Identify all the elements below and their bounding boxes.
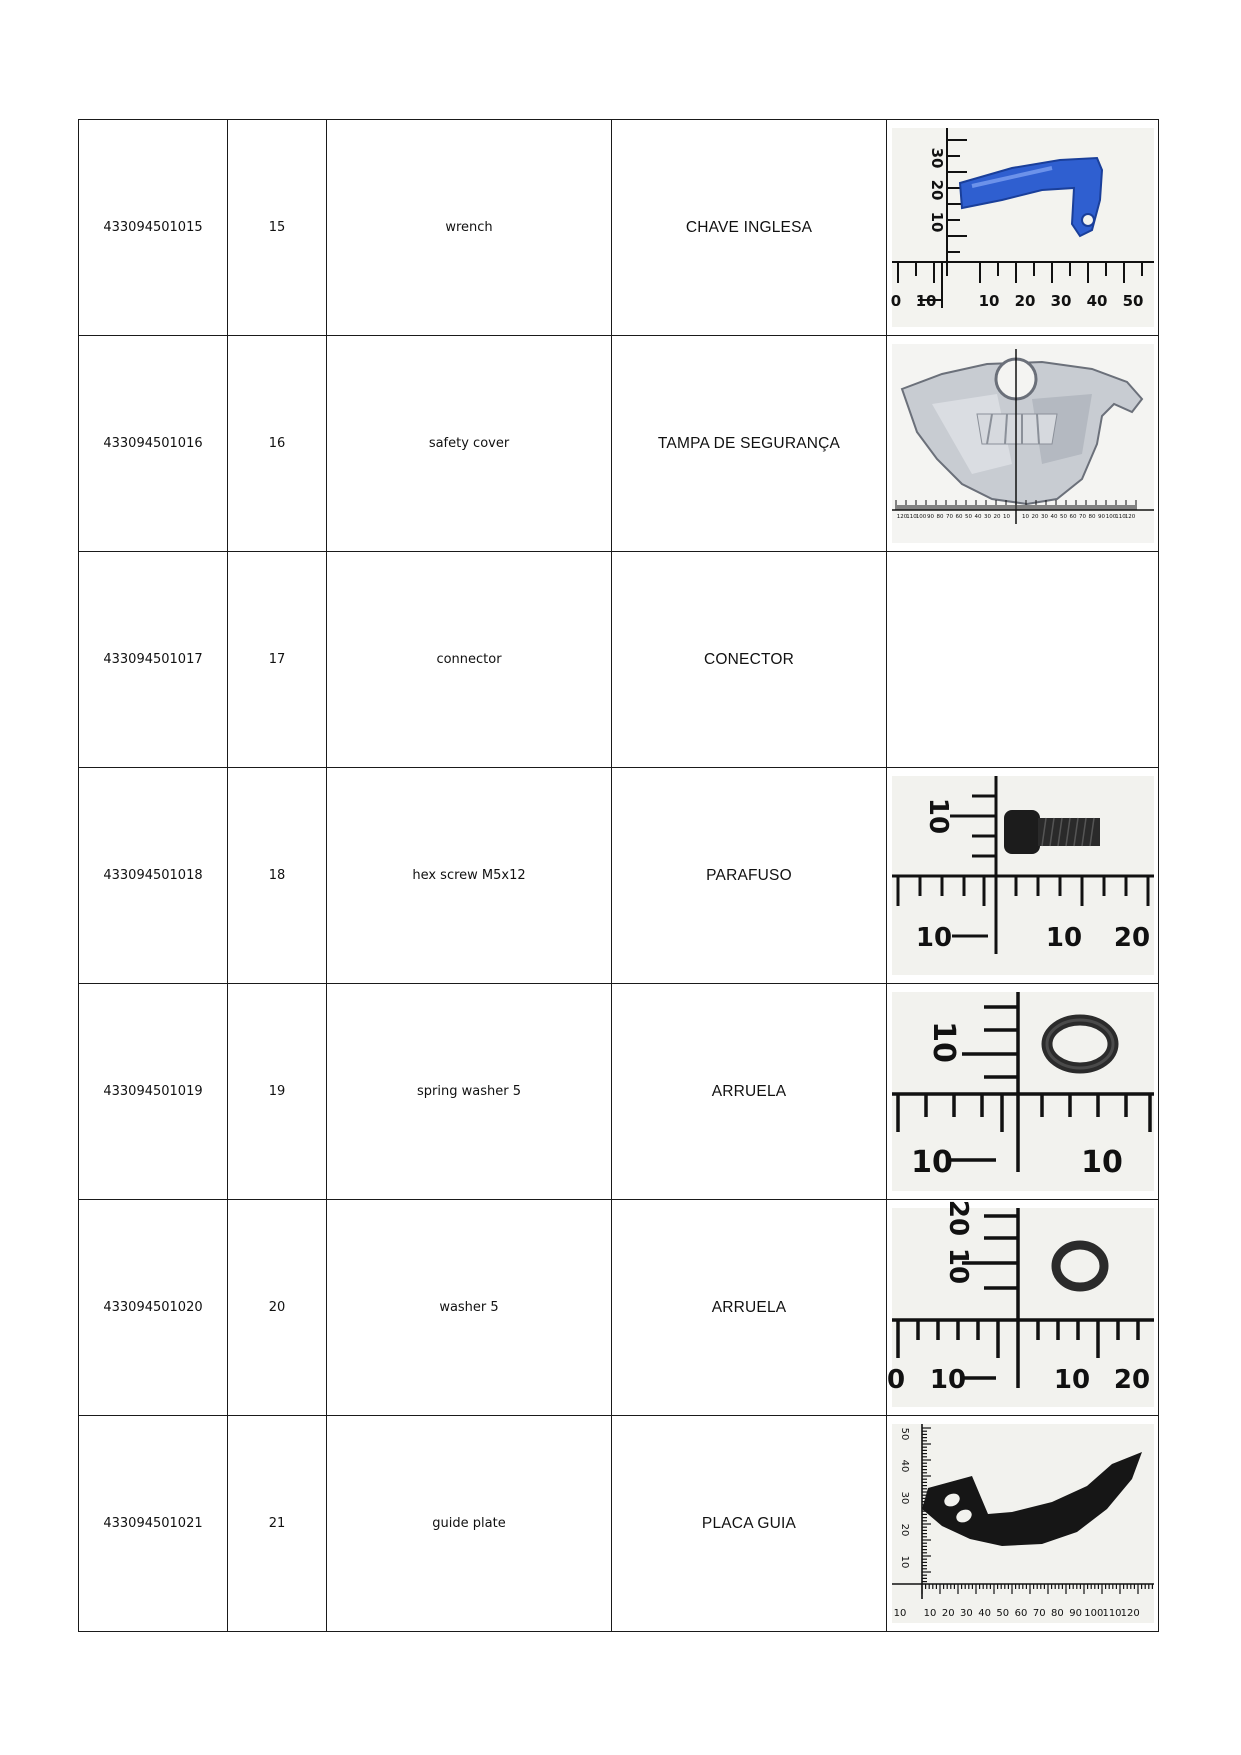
ruler-label: 10 — [923, 1608, 936, 1619]
ruler-label: 90 — [1097, 514, 1105, 520]
description-english: wrench — [327, 120, 612, 336]
description-english: connector — [327, 552, 612, 768]
part-photo-cell — [887, 984, 1159, 1200]
ruler-label: 10 — [915, 292, 936, 310]
part-code: 433094501018 — [79, 768, 228, 984]
ruler-label: 30 — [1050, 292, 1071, 310]
part-photo-cell — [887, 120, 1159, 336]
ruler-label: 30 — [1040, 514, 1048, 520]
ruler-label: 10 — [910, 1145, 953, 1180]
part-code: 433094501021 — [79, 1416, 228, 1632]
ruler-label: 50 — [1122, 292, 1143, 310]
description-english: guide plate — [327, 1416, 612, 1632]
ruler-label: 100 — [1083, 1608, 1103, 1619]
ruler-label: 90 — [1068, 1608, 1082, 1619]
ruler-label: 50 — [964, 514, 972, 520]
part-photo-cell-empty — [887, 552, 1159, 768]
ruler-label: 10 — [942, 1247, 973, 1285]
table-row — [79, 120, 1159, 336]
ruler-label: 120 — [896, 514, 907, 520]
ruler-label: 20 — [1113, 923, 1150, 953]
part-photo-cell — [887, 336, 1159, 552]
ruler-label: 30 — [959, 1608, 973, 1619]
ruler-label: 90 — [926, 514, 934, 520]
description-english: hex screw M5x12 — [327, 768, 612, 984]
part-photo-cell — [887, 1200, 1159, 1416]
ruler-label: 20 — [942, 1199, 973, 1237]
ruler-label: 70 — [945, 514, 953, 520]
position-number: 15 — [228, 120, 327, 336]
ruler-label: 120 — [1120, 1608, 1140, 1619]
part-code: 433094501016 — [79, 336, 228, 552]
ruler-label: 60 — [955, 514, 962, 520]
position-number: 21 — [228, 1416, 327, 1632]
safety-cover-photo — [892, 344, 1154, 543]
ruler-label: 80 — [1088, 514, 1095, 520]
description-portuguese: ARRUELA — [612, 984, 887, 1200]
part-photo-cell — [887, 768, 1159, 984]
ruler-label: 100 — [915, 514, 926, 520]
ruler-label: 10 — [1002, 514, 1010, 520]
ruler-label: 40 — [974, 514, 981, 520]
ruler-label: 50 — [995, 1608, 1009, 1619]
ruler-label: 10 — [1080, 1145, 1123, 1180]
position-number: 18 — [228, 768, 327, 984]
ruler-label: 80 — [1050, 1608, 1064, 1619]
ruler-label: 110 — [905, 514, 917, 520]
description-english: washer 5 — [327, 1200, 612, 1416]
ruler-label: 10 — [922, 797, 953, 835]
ruler-label: 70 — [1078, 514, 1086, 520]
wrench-photo — [892, 128, 1154, 327]
ruler-label: 10 — [1045, 923, 1082, 953]
description-portuguese: CONECTOR — [612, 552, 887, 768]
ruler-label: 30 — [898, 1491, 910, 1505]
ruler-label: 10 — [893, 1608, 906, 1619]
ruler-label: 10 — [927, 211, 946, 233]
ruler-label: 10 — [1021, 514, 1029, 520]
ruler-label: 40 — [898, 1459, 910, 1473]
ruler-label: 20 — [1113, 1365, 1150, 1395]
table-row — [79, 768, 1159, 984]
spring-washer-photo — [892, 992, 1154, 1191]
ruler-label: 20 — [898, 1523, 910, 1537]
ruler-label: 20 — [941, 1608, 955, 1619]
ruler-label: 20 — [1031, 514, 1038, 520]
ruler-label: 40 — [1086, 292, 1107, 310]
table-row — [79, 1416, 1159, 1632]
ruler-label: 50 — [1059, 514, 1067, 520]
position-number: 19 — [228, 984, 327, 1200]
ruler-label: 60 — [1014, 1608, 1027, 1619]
guide-plate-photo — [892, 1424, 1154, 1623]
ruler-label: 20 — [1014, 292, 1035, 310]
description-portuguese: PLACA GUIA — [612, 1416, 887, 1632]
ruler-label: 10 — [925, 1021, 961, 1063]
position-number: 20 — [228, 1200, 327, 1416]
flat-washer-photo — [886, 1199, 1154, 1407]
ruler-label: 70 — [1032, 1608, 1046, 1619]
description-portuguese: TAMPA DE SEGURANÇA — [612, 336, 887, 552]
part-photo-cell — [887, 1416, 1159, 1632]
hex-screw-photo — [892, 776, 1154, 975]
table-row — [79, 984, 1159, 1200]
description-portuguese: PARAFUSO — [612, 768, 887, 984]
ruler-label: 20 — [993, 514, 1000, 520]
position-number: 16 — [228, 336, 327, 552]
ruler-label: 30 — [927, 147, 946, 169]
description-portuguese: ARRUELA — [612, 1200, 887, 1416]
ruler-label: 110 — [1101, 1608, 1122, 1619]
ruler-label: 10 — [929, 1365, 966, 1395]
description-english: safety cover — [327, 336, 612, 552]
ruler-label: 30 — [983, 514, 991, 520]
ruler-label: 60 — [1069, 514, 1076, 520]
position-number: 17 — [228, 552, 327, 768]
ruler-label: 40 — [1050, 514, 1057, 520]
table-row — [79, 336, 1159, 552]
ruler-label: 10 — [1053, 1365, 1090, 1395]
ruler-label: 40 — [977, 1608, 991, 1619]
part-code: 433094501020 — [79, 1200, 228, 1416]
table-row — [79, 1200, 1159, 1416]
part-code: 433094501015 — [79, 120, 228, 336]
ruler-label: 0 — [886, 1365, 905, 1395]
ruler-label: 10 — [915, 923, 952, 953]
ruler-label: 0 — [890, 292, 901, 310]
part-code: 433094501017 — [79, 552, 228, 768]
table-row — [79, 552, 1159, 768]
ruler-label: 10 — [978, 292, 999, 310]
part-code: 433094501019 — [79, 984, 228, 1200]
ruler-label: 120 — [1124, 514, 1135, 520]
ruler-label: 80 — [936, 514, 943, 520]
ruler-label: 10 — [898, 1555, 910, 1569]
ruler-label: 110 — [1114, 514, 1126, 520]
description-portuguese: CHAVE INGLESA — [612, 120, 887, 336]
ruler-label: 50 — [898, 1427, 910, 1441]
ruler-label: 100 — [1105, 514, 1116, 520]
description-english: spring washer 5 — [327, 984, 612, 1200]
ruler-label: 20 — [927, 179, 946, 201]
parts-table — [78, 119, 1159, 1632]
